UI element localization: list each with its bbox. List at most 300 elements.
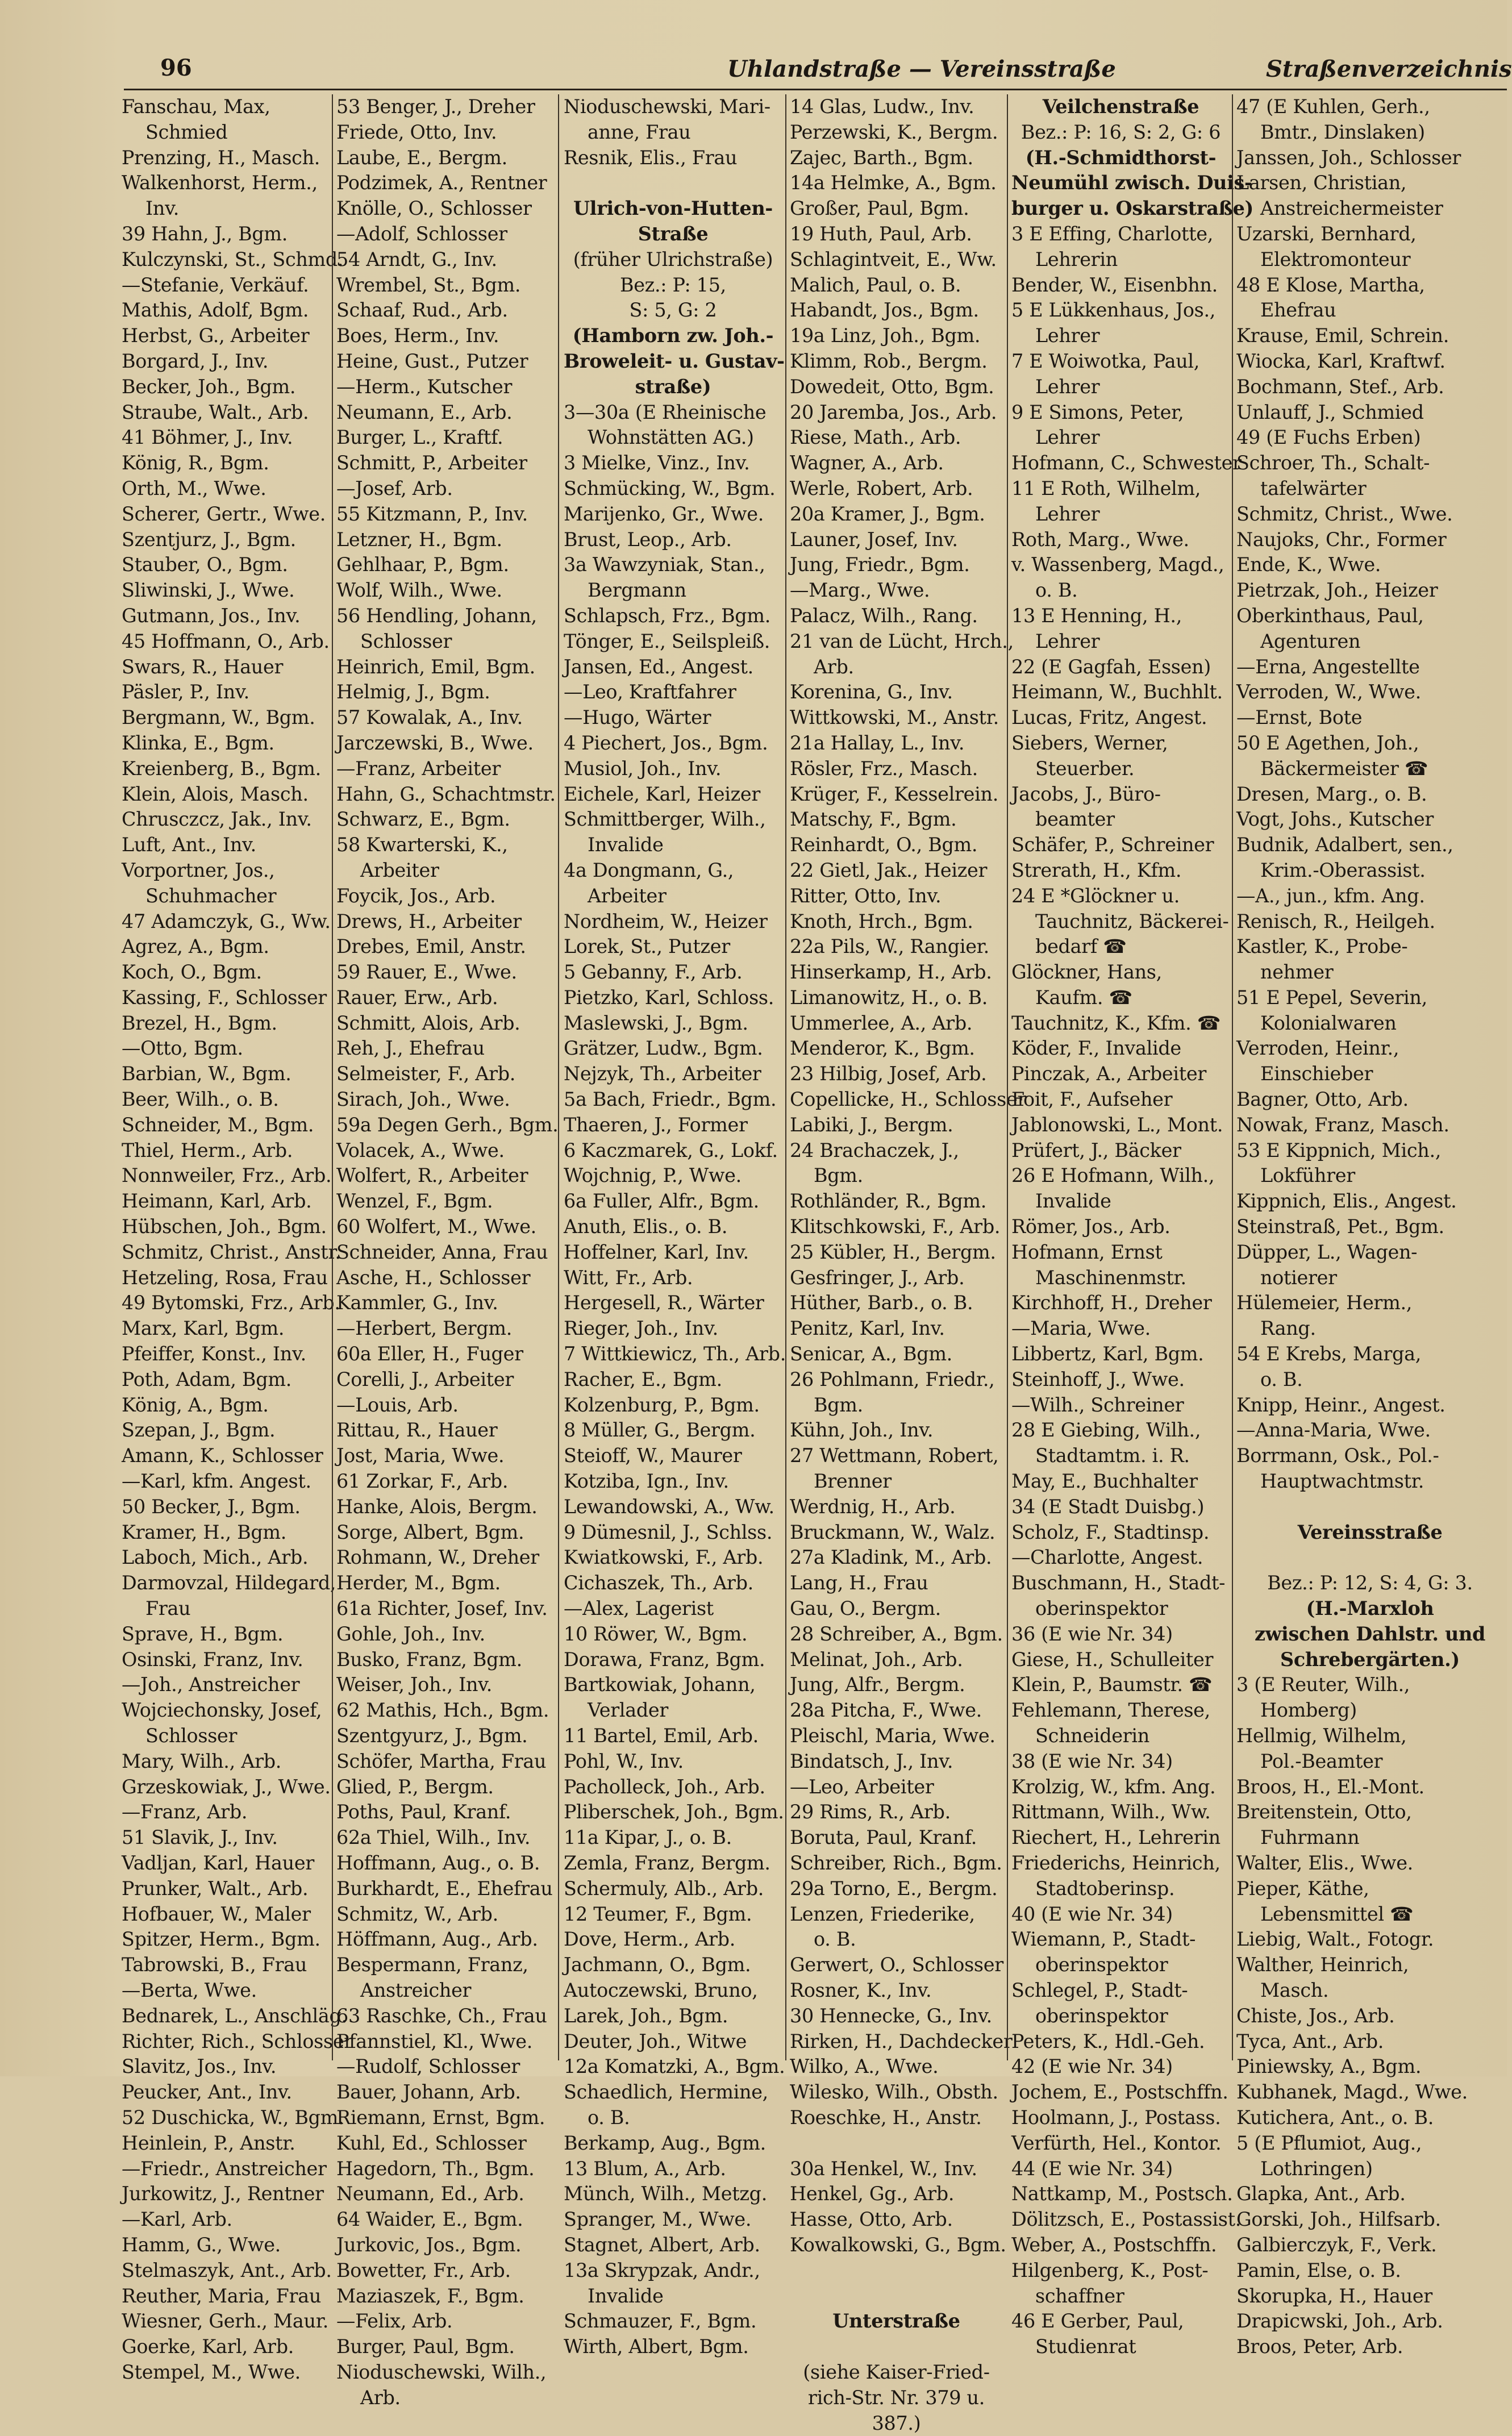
directory-entry: Kramer, H., Bgm. [122,1521,287,1543]
directory-entry: Tyca, Ant., Arb. [1236,2030,1384,2052]
directory-entry: Schneiderin [1035,1725,1150,1747]
directory-entry: Szepan, J., Bgm. [122,1419,276,1442]
directory-entry: Orth, M., Wwe. [122,477,266,499]
directory-entry: Bender, W., Eisenbhn. [1011,273,1218,296]
directory-entry: 28a Pitcha, F., Wwe. [790,1699,982,1722]
directory-entry: Bergmann, W., Bgm. [122,706,315,729]
directory-entry: Wittkowski, M., Anstr. [790,706,999,729]
directory-entry: Kühn, Joh., Inv. [790,1419,934,1442]
directory-entry: —Felix, Arb. [336,2310,453,2333]
directory-entry: Glied, P., Bergm. [336,1775,494,1798]
street-heading: Straße [638,222,709,245]
directory-entry: Asche, H., Schlosser [336,1266,531,1289]
directory-entry: Reuther, Maria, Frau [122,2284,322,2307]
directory-entry: Hofmann, C., Schwester [1011,452,1242,474]
directory-entry: Maslewski, J., Bgm. [564,1011,748,1034]
directory-entry: Nioduschewski, Mari- [564,95,770,118]
directory-entry: Reh, J., Ehefrau [336,1037,485,1060]
directory-entry: Wolf, Wilh., Wwe. [336,579,502,602]
directory-entry: Tauchnitz, K., Kfm. ☎ [1011,1011,1221,1034]
directory-entry: Nioduschewski, Wilh., [336,2360,547,2383]
directory-entry: Ende, K., Wwe. [1236,553,1381,576]
directory-entry: Liebig, Walt., Fotogr. [1236,1928,1434,1951]
directory-entry: Pol.-Beamter [1260,1750,1383,1772]
directory-entry: Corelli, J., Arbeiter [336,1368,514,1390]
directory-entry: Lenzen, Friederike, [790,1902,975,1925]
directory-entry: Bergmann [588,579,686,602]
directory-entry: Heinrich, Emil, Bgm. [336,655,535,678]
directory-entry: 64 Waider, E., Bgm. [336,2208,523,2231]
directory-entry: Klinka, E., Bgm. [122,731,274,754]
directory-entry: Podzimek, A., Rentner [336,172,547,194]
directory-entry: Thaeren, J., Former [564,1113,748,1136]
directory-entry: Wojchnig, P., Wwe. [564,1164,742,1187]
directory-entry: Kassing, F., Schlosser [122,986,327,1009]
directory-entry: Arbeiter [588,884,667,907]
directory-entry: Burkhardt, E., Ehefrau [336,1877,553,1900]
directory-entry: Matschy, F., Bgm. [790,808,957,831]
directory-entry: Palacz, Wilh., Rang. [790,604,978,627]
directory-entry: Gerwert, O., Schlosser [790,1954,1003,1976]
directory-entry: Hofmann, Ernst [1011,1240,1163,1263]
directory-entry: Nattkamp, M., Postsch. [1011,2183,1233,2205]
directory-entry: 10 Röwer, W., Bgm. [564,1622,748,1645]
directory-entry: Kubhanek, Magd., Wwe. [1236,2081,1468,2104]
directory-entry: Vorportner, Jos., [122,859,275,881]
directory-entry [1236,1545,1503,1571]
directory-entry: 25 Kübler, H., Bergm. [790,1240,996,1263]
directory-entry: Dove, Herm., Arb. [564,1928,736,1951]
directory-entry: 7 E Woiwotka, Paul, [1011,349,1200,372]
directory-entry: Weber, A., Postschffn. [1011,2233,1217,2256]
street-heading: straße) [635,375,711,398]
directory-entry: 47 Adamczyk, G., Ww. [122,910,331,932]
directory-entry: Wojciechonsky, Josef, [122,1699,322,1722]
directory-entry: Römer, Jos., Arb. [1011,1215,1171,1238]
directory-entry: —Otto, Bgm. [122,1037,243,1060]
directory-entry: v. Wassenberg, Magd., [1011,553,1224,576]
directory-entry: Larsen, Christian, [1236,172,1407,194]
directory-entry: Melinat, Joh., Arb. [790,1648,963,1671]
directory-entry: Riemann, Ernst, Bgm. [336,2106,545,2129]
directory-entry: Gutmann, Jos., Inv. [122,604,301,627]
directory-entry: Oberkinthaus, Paul, [1236,604,1424,627]
directory-entry: Werdnig, H., Arb. [790,1495,956,1518]
directory-entry: Schwarz, E., Bgm. [336,808,510,831]
directory-entry: Straube, Walt., Arb. [122,401,309,423]
directory-entry: —Hugo, Wärter [564,706,711,729]
directory-entry: 8 Müller, G., Bergm. [564,1419,756,1442]
directory-entry: 26 E Hofmann, Wilh., [1011,1164,1215,1187]
directory-entry: Homberg) [1260,1699,1357,1722]
directory-entry: Rösler, Frz., Masch. [790,757,978,780]
directory-entry: Gau, O., Bergm. [790,1597,941,1620]
directory-entry: Spranger, M., Wwe. [564,2208,752,2231]
directory-entry: beamter [1035,808,1115,831]
directory-entry: 62 Mathis, Hch., Bgm. [336,1699,549,1722]
directory-entry: —Erna, Angestellte [1236,655,1420,678]
directory-entry: o. B. [588,2106,630,2129]
directory-entry: Invalide [588,834,664,856]
directory-entry: Krause, Emil, Schrein. [1236,324,1449,347]
directory-entry: oberinspektor [1035,1597,1168,1620]
directory-entry: Nejzyk, Th., Arbeiter [564,1063,761,1085]
directory-entry: Schneider, M., Bgm. [122,1113,314,1136]
directory-entry: oberinspektor [1035,2004,1168,2027]
directory-entry: 11 E Roth, Wilhelm, [1011,477,1201,499]
street-heading: Unterstraße [832,2310,960,2333]
directory-entry: 28 E Giebing, Wilh., [1011,1419,1201,1442]
directory-entry: Burger, Paul, Bgm. [336,2335,515,2358]
directory-entry: Kirchhoff, H., Dreher [1011,1292,1212,1314]
directory-entry: tafelwärter [1260,477,1367,499]
directory-entry: Malich, Paul, o. B. [790,273,961,296]
directory-entry: Schroer, Th., Schalt- [1236,452,1430,474]
directory-entry: 49 (E Fuchs Erben) [1236,426,1421,449]
directory-entry: 51 Slavik, J., Inv. [122,1826,278,1849]
directory-entry: 6a Fuller, Alfr., Bgm. [564,1190,759,1213]
directory-entry: Pfannstiel, Kl., Wwe. [336,2030,533,2052]
directory-entry: —Louis, Arb. [336,1393,459,1416]
directory-entry: Jacobs, J., Büro- [1011,782,1161,805]
directory-entry: Wagner, A., Arb. [790,452,944,474]
directory-entry: Selmeister, F., Arb. [336,1063,516,1085]
directory-entry: Bagner, Otto, Arb. [1236,1088,1409,1111]
directory-entry: Friederichs, Heinrich, [1011,1851,1221,1874]
directory-entry: Borrmann, Osk., Pol.- [1236,1444,1439,1467]
directory-entry: Amann, K., Schlosser [122,1444,323,1467]
directory-entry: Marijenko, Gr., Wwe. [564,502,764,525]
directory-entry: Agenturen [1260,630,1361,652]
directory-entry: —Joh., Anstreicher [122,1673,300,1696]
directory-entry: Walther, Heinrich, [1236,1954,1409,1976]
directory-entry: Lokführer [1260,1164,1355,1187]
directory-entry: Prenzing, H., Masch. [122,146,320,169]
directory-entry: 387.) [872,2412,921,2434]
directory-entry: Kolonialwaren [1260,1011,1397,1034]
directory-entry: Musiol, Joh., Inv. [564,757,722,780]
directory-entry: 50 E Agethen, Joh., [1236,731,1419,754]
directory-entry: Berkamp, Aug., Bgm. [564,2131,766,2154]
directory-entry: Henkel, Gg., Arb. [790,2183,955,2205]
directory-entry: Einschieber [1260,1063,1373,1085]
directory-entry: Walkenhorst, Herm., [122,172,318,194]
directory-entry: 9 Dümesnil, J., Schlss. [564,1521,773,1543]
directory-entry: Bednarek, L., Anschläg. [122,2004,347,2027]
directory-entry: 51 E Pepel, Severin, [1236,986,1427,1009]
directory-entry: Habandt, Jos., Bgm. [790,299,979,322]
directory-entry: Krim.-Oberassist. [1260,859,1426,881]
directory-entry: 5 E Lükkenhaus, Jos., [1011,299,1216,322]
directory-entry: Pietrzak, Joh., Heizer [1236,579,1438,602]
directory-entry: Kastler, K., Probe- [1236,935,1408,958]
directory-entry: Drapicwski, Joh., Arb. [1236,2310,1443,2333]
directory-entry: Kuhl, Ed., Schlosser [336,2131,527,2154]
directory-entry: Scherer, Gertr., Wwe. [122,502,326,525]
directory-entry: —Wilh., Schreiner [1011,1393,1184,1416]
directory-entry: Galbierczyk, F., Verk. [1236,2233,1437,2256]
directory-entry: Krolzig, W., kfm. Ang. [1011,1775,1216,1798]
directory-entry: Schneider, Anna, Frau [336,1240,548,1263]
column-4 [790,94,1027,2434]
directory-entry: Nowak, Franz, Masch. [1236,1113,1449,1136]
directory-entry: Bez.: P: 12, S: 4, G: 3. [1267,1572,1473,1594]
directory-entry: 19 Huth, Paul, Arb. [790,222,972,245]
directory-entry: Witt, Fr., Arb. [564,1266,693,1289]
directory-entry: Laboch, Mich., Arb. [122,1546,309,1569]
directory-entry: Chiste, Jos., Arb. [1236,2004,1395,2027]
directory-entry: Pliberschek, Joh., Bgm. [564,1801,784,1823]
directory-entry: Schuhmacher [145,884,277,907]
directory-entry: anne, Frau [588,120,691,143]
directory-entry: 5 (E Pflumiot, Aug., [1236,2131,1422,2154]
directory-entry: 52 Duschicka, W., Bgm. [122,2106,344,2129]
directory-entry: Pinczak, A., Arbeiter [1011,1063,1206,1085]
directory-entry: 39 Hahn, J., Bgm. [122,222,288,245]
directory-entry: Kammler, G., Inv. [336,1292,498,1314]
directory-entry: Szentgyurz, J., Bgm. [336,1725,528,1747]
directory-entry: 21a Hallay, L., Inv. [790,731,965,754]
directory-entry: 53 Benger, J., Dreher [336,95,535,118]
directory-entry: Tauchnitz, Bäckerei- [1035,910,1229,932]
directory-entry: Hamm, G., Wwe. [122,2233,281,2256]
directory-entry: Prüfert, J., Bäcker [1011,1139,1181,1161]
directory-entry: Knoth, Hrch., Bgm. [790,910,973,932]
directory-entry: 58 Kwarterski, K., [336,834,508,856]
directory-entry: 44 (E wie Nr. 34) [1011,2157,1173,2180]
directory-entry: Heine, Gust., Putzer [336,349,528,372]
directory-entry: Kaufm. ☎ [1035,986,1132,1009]
directory-entry: Kreienberg, B., Bgm. [122,757,321,780]
directory-entry: o. B. [814,1928,856,1951]
directory-entry: Maziaszek, F., Bgm. [336,2284,524,2307]
directory-entry: Strerath, H., Kfm. [1011,859,1182,881]
directory-entry: Sliwinski, J., Wwe. [122,579,295,602]
directory-entry: Vadljan, Karl, Hauer [122,1851,314,1874]
directory-entry: Hellmig, Wilhelm, [1236,1725,1407,1747]
page-number: 96 [160,55,192,81]
directory-entry: 20a Kramer, J., Bgm. [790,502,985,525]
directory-entry: 9 E Simons, Peter, [1011,401,1184,423]
directory-entry: Schöfer, Martha, Frau [336,1750,547,1772]
directory-entry: Höffmann, Aug., Arb. [336,1928,538,1951]
directory-entry: Nordheim, W., Heizer [564,910,768,932]
directory-entry: Inv. [145,197,180,220]
directory-entry: Spitzer, Herm., Bgm. [122,1928,320,1951]
directory-entry: Breitenstein, Otto, [1236,1801,1412,1823]
directory-entry: Frau [145,1597,191,1620]
directory-entry: Steinstraß, Pet., Bgm. [1236,1215,1444,1238]
directory-entry: Stauber, O., Bgm. [122,553,288,576]
directory-entry: Foit, F., Aufseher [1011,1088,1173,1111]
directory-entry: Hoffmann, Aug., o. B. [336,1851,540,1874]
directory-entry: Lehrer [1035,375,1100,398]
directory-entry: Rosner, K., Inv. [790,1979,932,2001]
directory-entry: Großer, Paul, Bgm. [790,197,969,220]
directory-entry: Brenner [814,1470,892,1493]
directory-entry: Köder, F., Invalide [1011,1037,1181,1060]
directory-entry: König, A., Bgm. [122,1393,269,1416]
directory-entry: Unlauff, J., Schmied [1236,401,1424,423]
directory-entry: Schlagintveit, E., Ww. [790,248,997,270]
directory-entry: Schmied [145,120,228,143]
directory-entry: Drews, H., Arbeiter [336,910,522,932]
directory-entry: Bespermann, Franz, [336,1954,528,1976]
directory-entry: 42 (E wie Nr. 34) [1011,2055,1173,2078]
directory-entry: Poth, Adam, Bgm. [122,1368,292,1390]
directory-entry: Dorawa, Franz, Bgm. [564,1648,765,1671]
directory-entry: bedarf ☎ [1035,935,1127,958]
directory-entry: Schlosser [145,1725,238,1747]
directory-entry: —Josef, Arb. [336,477,453,499]
directory-entry: Peters, K., Hdl.-Geh. [1011,2030,1205,2052]
directory-entry: —Alex, Lagerist [564,1597,714,1620]
directory-entry: Riechert, H., Lehrerin [1011,1826,1221,1849]
directory-entry: Piniewsky, A., Bgm. [1236,2055,1422,2078]
directory-entry: Weiser, Joh., Inv. [336,1673,493,1696]
directory-entry: Goerke, Karl, Arb. [122,2335,294,2358]
directory-entry: Hüther, Barb., o. B. [790,1292,973,1314]
directory-entry: Szentjurz, J., Bgm. [122,528,296,551]
directory-entry: Bgm. [814,1164,863,1187]
column-divider [1232,94,1233,2060]
directory-entry: Lothringen) [1260,2157,1373,2180]
directory-entry: Foycik, Jos., Arb. [336,884,496,907]
directory-entry: 50 Becker, J., Bgm. [122,1495,301,1518]
column-6 [1236,94,1503,2358]
directory-entry: 3—30a (E Rheinische [564,401,767,423]
directory-entry: Dowedeit, Otto, Bgm. [790,375,994,398]
directory-entry: Gesfringer, J., Arb. [790,1266,965,1289]
directory-entry: notierer [1260,1266,1337,1289]
directory-entry: Stadtoberinsp. [1035,1877,1175,1900]
directory-entry: 13a Skrypzak, Andr., [564,2259,760,2281]
directory-entry: Renisch, R., Heilgeh. [1236,910,1435,932]
directory-entry: Gohle, Joh., Inv. [336,1622,485,1645]
directory-entry: 59a Degen Gerh., Bgm. [336,1113,559,1136]
directory-entry: 19a Linz, Joh., Bgm. [790,324,981,347]
directory-entry: Bindatsch, J., Inv. [790,1750,953,1772]
street-heading: zwischen Dahlstr. und [1254,1622,1486,1645]
directory-entry: Cichaszek, Th., Arb. [564,1572,753,1594]
directory-entry: Schaedlich, Hermine, [564,2081,768,2104]
directory-entry: —Karl, kfm. Angest. [122,1470,311,1493]
directory-entry: Herbst, G., Arbeiter [122,324,310,347]
directory-entry: Jarczewski, B., Wwe. [336,731,534,754]
directory-entry: 24 Brachaczek, J., [790,1139,959,1161]
directory-entry: Pacholleck, Joh., Arb. [564,1775,765,1798]
directory-entry: Hergesell, R., Wärter [564,1292,764,1314]
directory-entry: Helmig, J., Bgm. [336,681,490,703]
directory-entry: —Anna-Maria, Wwe. [1236,1419,1431,1442]
directory-entry: Schaaf, Rud., Arb. [336,299,508,322]
directory-entry: Hetzeling, Rosa, Frau [122,1266,328,1289]
directory-entry: Knipp, Heinr., Angest. [1236,1393,1446,1416]
directory-entry: Studienrat [1035,2335,1136,2358]
directory-entry: Wrembel, St., Bgm. [336,273,521,296]
directory-entry: Sorge, Albert, Bgm. [336,1521,524,1543]
directory-entry: Kwiatkowski, F., Arb. [564,1546,764,1569]
directory-entry: Grzeskowiak, J., Wwe. [122,1775,331,1798]
directory-entry: Darmovzal, Hildegard, [122,1572,336,1594]
directory-entry: Schermuly, Alb., Arb. [564,1877,764,1900]
directory-entry: Launer, Josef, Inv. [790,528,958,551]
directory-entry: —Rudolf, Schlosser [336,2055,520,2078]
directory-entry: 13 Blum, A., Arb. [564,2157,726,2180]
directory-entry: Lewandowski, A., Ww. [564,1495,774,1518]
directory-entry: Drebes, Emil, Anstr. [336,935,526,958]
directory-entry: Schreiber, Rich., Bgm. [790,1851,1002,1874]
directory-entry: Anstreichermeister [1260,197,1443,220]
directory-entry: Schmitz, Christ., Anstr. [122,1240,341,1263]
directory-entry: Hoolmann, J., Postass. [1011,2106,1221,2129]
directory-entry: Larek, Joh., Bgm. [564,2004,728,2027]
directory-entry: Broos, H., El.-Mont. [1236,1775,1424,1798]
directory-entry: Uzarski, Bernhard, [1236,222,1417,245]
page-title: Uhlandstraße — Vereinsstraße [727,56,1116,82]
directory-entry: Hülemeier, Herm., [1236,1292,1413,1314]
directory-entry: Hofbauer, W., Maler [122,1902,311,1925]
directory-entry: Giese, H., Schulleiter [1011,1648,1214,1671]
directory-entry: Burger, L., Kraftf. [336,426,503,449]
directory-entry: 29a Torno, E., Bergm. [790,1877,998,1900]
directory-entry: Pohl, W., Inv. [564,1750,684,1772]
directory-entry: —Herbert, Bergm. [336,1317,513,1340]
directory-entry: 41 Böhmer, J., Inv. [122,426,293,449]
directory-entry: 54 Arndt, G., Inv. [336,248,497,270]
directory-entry: Volacek, A., Wwe. [336,1139,505,1161]
directory-entry: Poths, Paul, Kranf. [336,1801,511,1823]
directory-entry: Päsler, P., Inv. [122,681,249,703]
directory-entry: Rieger, Joh., Inv. [564,1317,718,1340]
directory-entry: —Friedr., Anstreicher [122,2157,327,2180]
directory-entry: Arb. [814,655,854,678]
directory-entry: Swars, R., Hauer [122,655,284,678]
directory-entry: 13 E Henning, H., [1011,604,1182,627]
directory-entry: 26 Pohlmann, Friedr., [790,1368,995,1390]
directory-entry [790,2284,1003,2309]
column-2 [336,94,559,2409]
directory-entry: Penitz, Karl, Inv. [790,1317,945,1340]
directory-entry: Bruckmann, W., Walz. [790,1521,995,1543]
directory-entry: Buschmann, H., Stadt- [1011,1572,1226,1594]
directory-entry: Ummerlee, A., Arb. [790,1011,973,1034]
directory-entry: (früher Ulrichstraße) [573,248,773,270]
street-heading: Broweleit- u. Gustav- [564,349,785,372]
directory-entry: 29 Rims, R., Arb. [790,1801,951,1823]
directory-entry: Letzner, H., Bgm. [336,528,502,551]
directory-entry: Stadtamtm. i. R. [1035,1444,1190,1467]
directory-entry: Friede, Otto, Inv. [336,120,497,143]
directory-entry: —A., jun., kfm. Ang. [1236,884,1425,907]
directory-entry: Schmücking, W., Bgm. [564,477,776,499]
directory-entry: Verroden, W., Wwe. [1236,681,1421,703]
directory-entry: 54 E Krebs, Marga, [1236,1343,1422,1365]
directory-entry: Hanke, Alois, Bergm. [336,1495,538,1518]
directory-entry: Hoffelner, Karl, Inv. [564,1240,749,1263]
directory-entry: Bez.: P: 15, [619,273,726,296]
directory-entry: 22 Gietl, Jak., Heizer [790,859,988,881]
directory-entry: rich-Str. Nr. 379 u. [807,2386,985,2409]
directory-entry: Kippnich, Elis., Angest. [1236,1190,1457,1213]
directory-entry: Klitschkowski, F., Arb. [790,1215,1001,1238]
directory-entry: König, R., Bgm. [122,452,269,474]
directory-entry: Bochmann, Stef., Arb. [1236,375,1444,398]
directory-entry: Gorski, Joh., Hilfsarb. [1236,2208,1441,2231]
directory-entry: Racher, E., Bgm. [564,1368,722,1390]
directory-entry: Broos, Peter, Arb. [1236,2335,1403,2358]
directory-entry: Kulczynski, St., Schmd. [122,248,344,270]
